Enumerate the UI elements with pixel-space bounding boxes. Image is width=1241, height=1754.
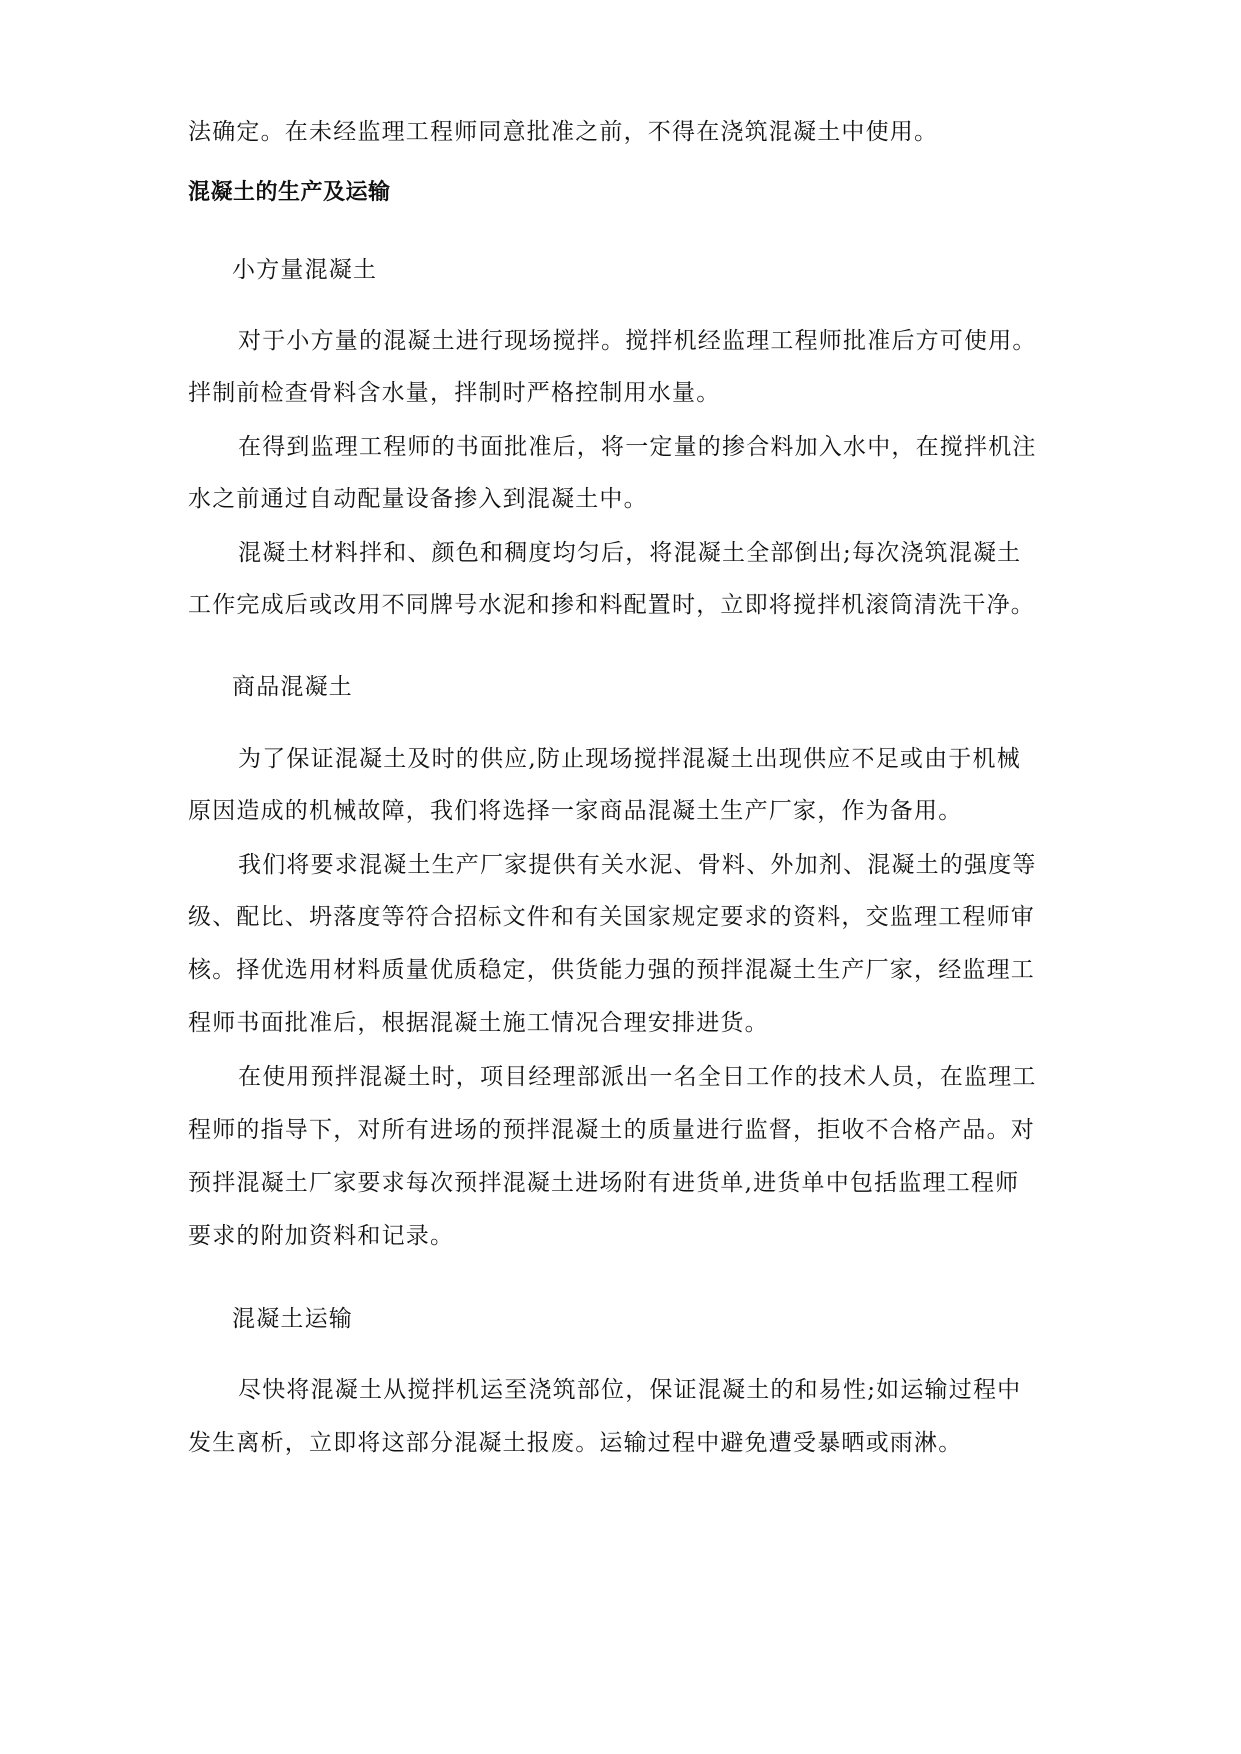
subheading-commercial: 商品混凝土 [232,674,353,700]
paragraph-line: 水之前通过自动配量设备掺入到混凝土中。 [188,486,648,512]
paragraph-line: 预拌混凝土厂家要求每次预拌混凝土进场附有进货单,进货单中包括监理工程师 [188,1170,1020,1196]
paragraph-line: 要求的附加资料和记录。 [188,1223,455,1249]
paragraph-line: 发生离析，立即将这部分混凝土报废。运输过程中避免遭受暴晒或雨淋。 [188,1430,963,1456]
intro-line: 法确定。在未经监理工程师同意批准之前，不得在浇筑混凝土中使用。 [188,119,939,145]
paragraph-line: 原因造成的机械故障，我们将选择一家商品混凝土生产厂家，作为备用。 [188,798,963,824]
paragraph-line: 拌制前检查骨料含水量，拌制时严格控制用水量。 [188,380,721,406]
section-heading: 混凝土的生产及运输 [188,180,391,205]
paragraph-line: 程师书面批准后，根据混凝土施工情况合理安排进货。 [188,1010,769,1036]
subheading-small-volume: 小方量混凝土 [232,257,378,283]
subheading-transport: 混凝土运输 [232,1306,353,1332]
paragraph-line: 对于小方量的混凝土进行现场搅拌。搅拌机经监理工程师批准后方可使用。 [238,328,1037,354]
paragraph-line: 尽快将混凝土从搅拌机运至浇筑部位，保证混凝土的和易性;如运输过程中 [238,1377,1022,1403]
paragraph-line: 为了保证混凝土及时的供应,防止现场搅拌混凝土出现供应不足或由于机械 [238,746,1021,772]
paragraph-line: 混凝土材料拌和、颜色和稠度均匀后，将混凝土全部倒出;每次浇筑混凝土 [238,540,1022,566]
paragraph-line: 程师的指导下，对所有进场的预拌混凝土的质量进行监督，拒收不合格产品。对 [188,1117,1035,1143]
paragraph-line: 工作完成后或改用不同牌号水泥和掺和料配置时，立即将搅拌机滚筒清洗干净。 [188,592,1035,618]
paragraph-line: 核。择优选用材料质量优质稳定，供货能力强的预拌混凝土生产厂家，经监理工 [188,957,1035,983]
paragraph-line: 级、配比、坍落度等符合招标文件和有关国家规定要求的资料，交监理工程师审 [188,904,1035,930]
paragraph-line: 我们将要求混凝土生产厂家提供有关水泥、骨料、外加剂、混凝土的强度等 [238,852,1037,878]
paragraph-line: 在使用预拌混凝土时，项目经理部派出一名全日工作的技术人员，在监理工 [238,1064,1037,1090]
paragraph-line: 在得到监理工程师的书面批准后，将一定量的掺合料加入水中，在搅拌机注 [238,434,1037,460]
